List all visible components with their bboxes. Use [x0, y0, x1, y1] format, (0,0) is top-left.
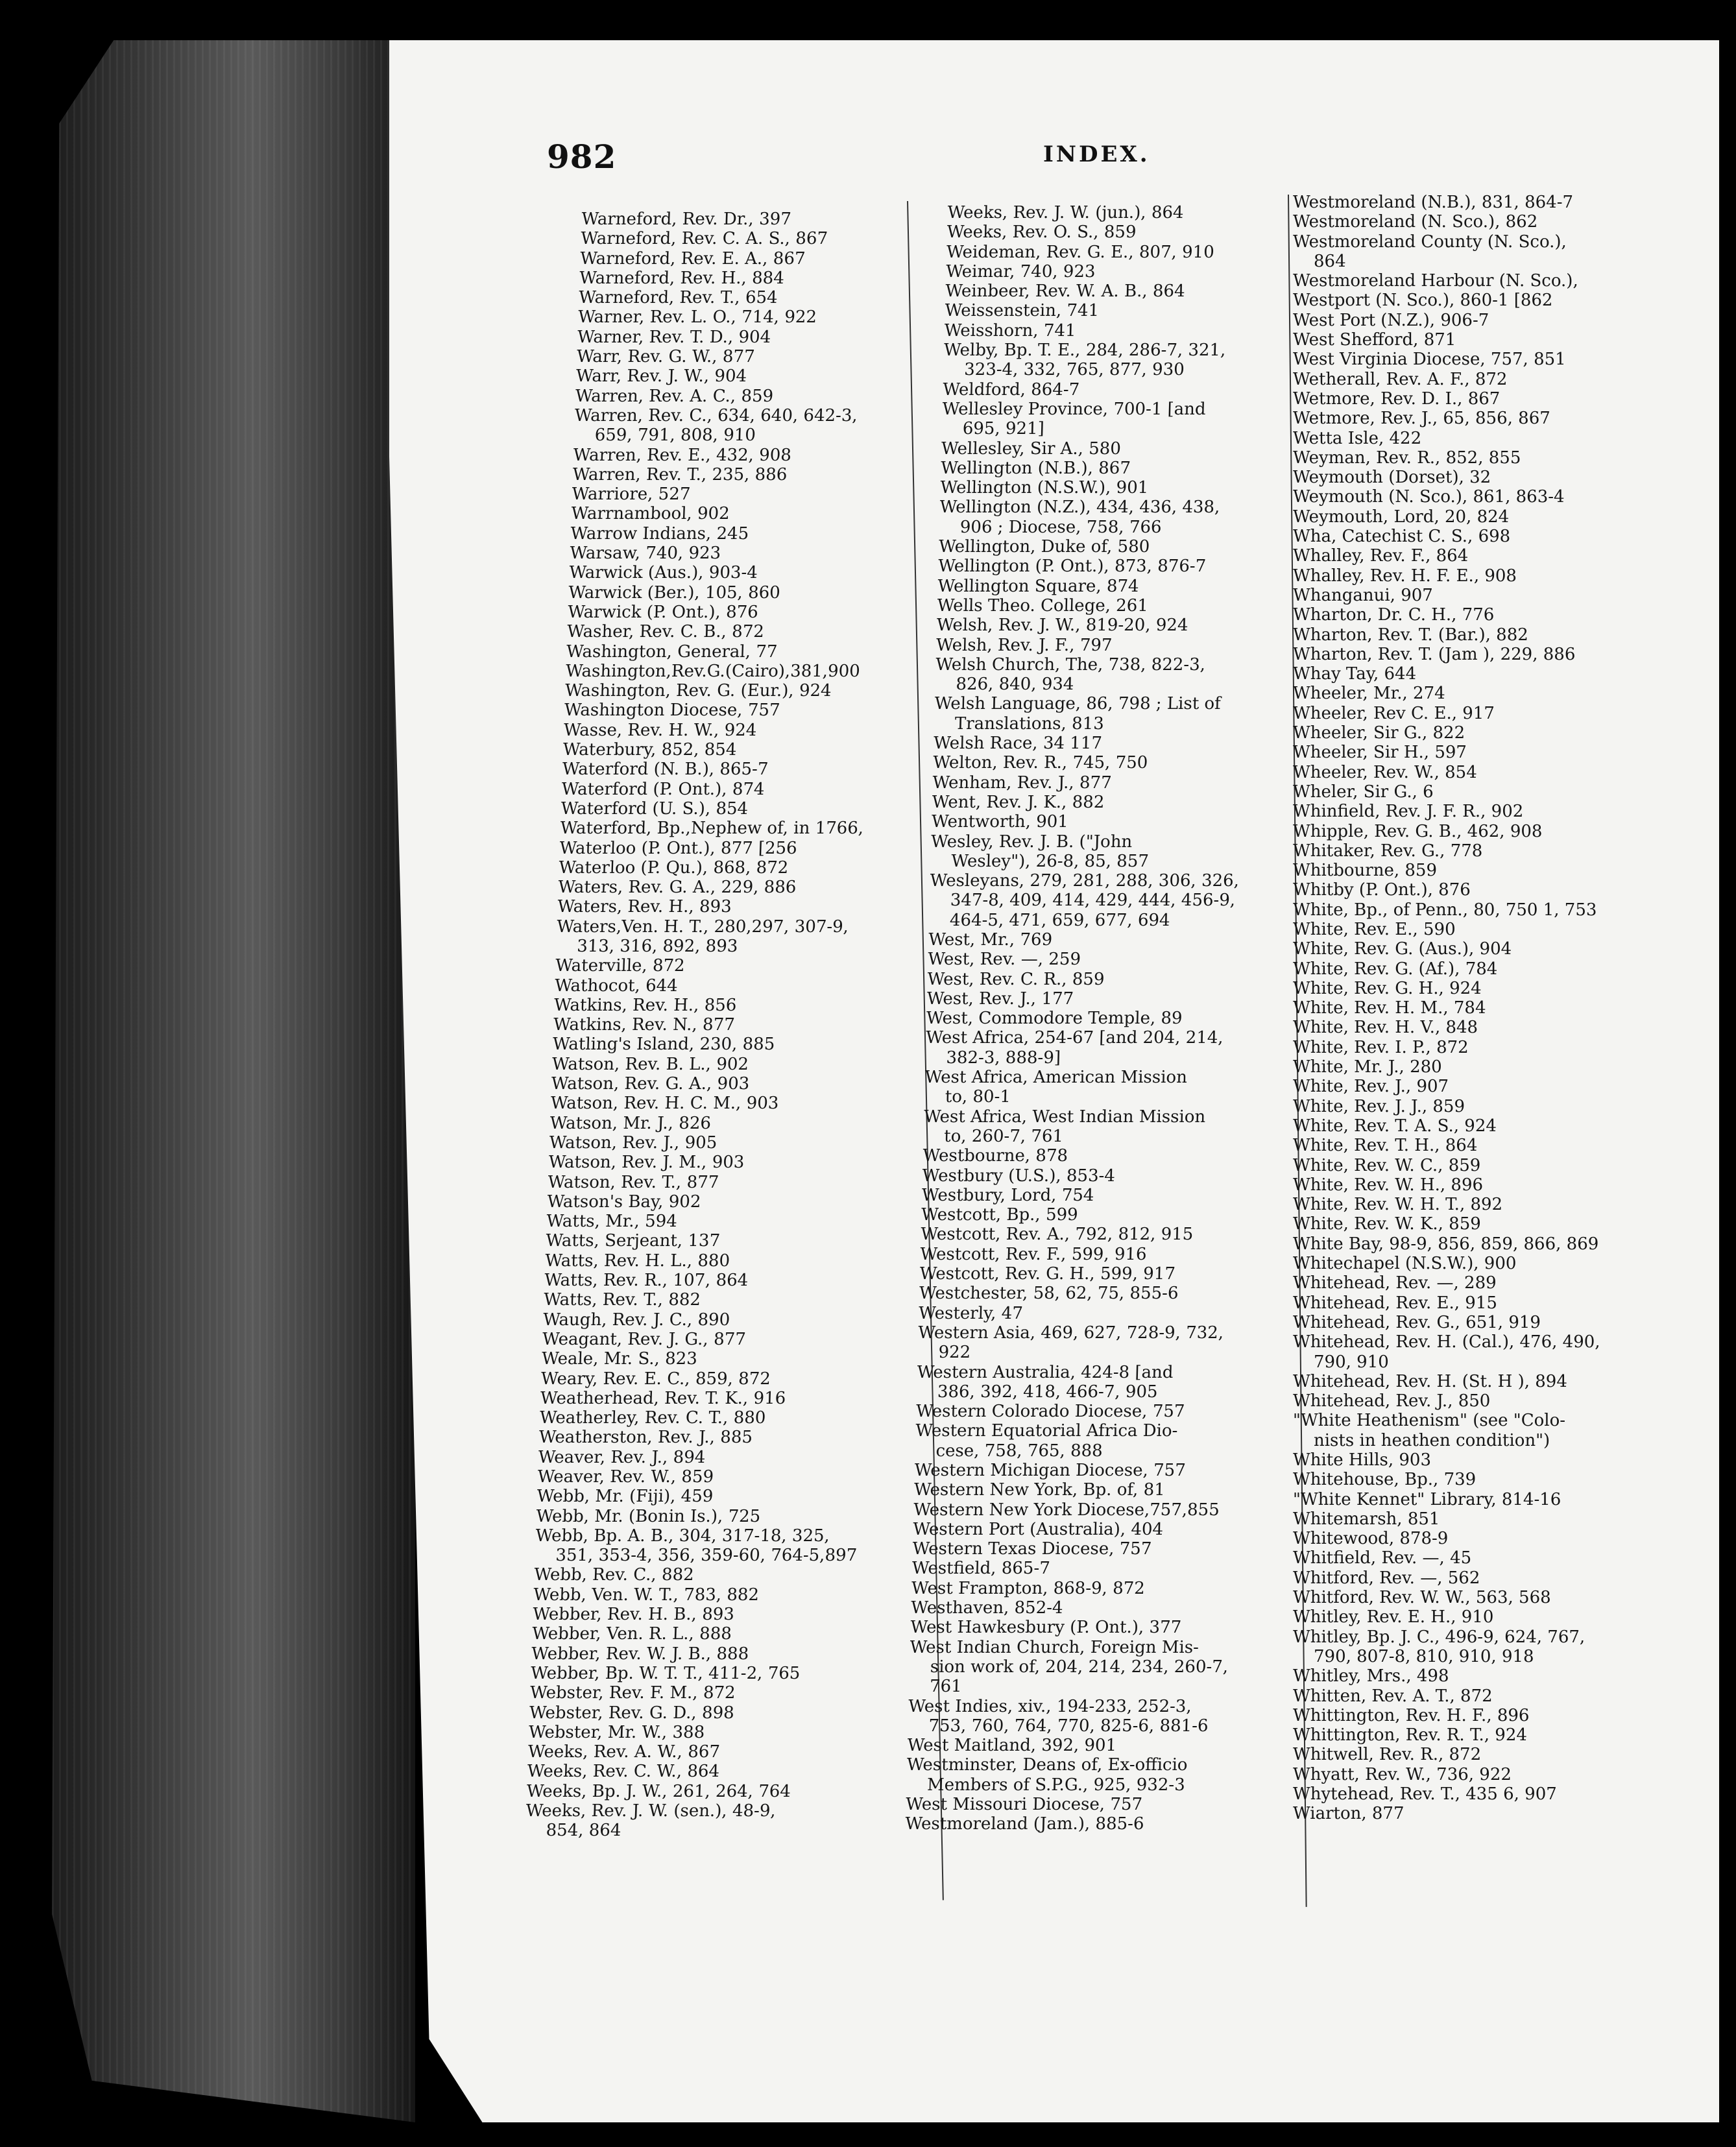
- index-entry: West Hawkesbury (P. Ont.), 377: [910, 1618, 1182, 1638]
- index-entry: White, Rev. W. H. T., 892: [1293, 1195, 1503, 1215]
- index-entry: White, Rev. G. (Aus.), 904: [1293, 939, 1512, 959]
- index-entry: Webster, Rev. F. M., 872: [529, 1683, 736, 1703]
- index-entry-continuation: 761: [929, 1677, 963, 1697]
- index-entry: Whyatt, Rev. W., 736, 922: [1293, 1764, 1512, 1784]
- index-entry: Whitehead, Rev. —, 289: [1293, 1273, 1497, 1293]
- index-entry: Wenham, Rev. J., 877: [932, 773, 1113, 793]
- index-entry: Welsh Church, The, 738, 822-3,: [935, 654, 1206, 675]
- index-entry: Waterbury, 852, 854: [562, 740, 737, 760]
- index-entry: Watts, Rev. R., 107, 864: [544, 1271, 749, 1291]
- index-entry: Wells Theo. College, 261: [937, 595, 1149, 616]
- index-entry: Weeks, Rev. A. W., 867: [527, 1742, 721, 1762]
- index-entry: Warren, Rev. C., 634, 640, 642-3,: [574, 405, 858, 426]
- index-entry: West, Mr., 769: [928, 930, 1053, 950]
- index-entry: Weinbeer, Rev. W. A. B., 864: [945, 282, 1185, 302]
- index-entry: Weimar, 740, 923: [945, 261, 1096, 282]
- index-entry: West Port (N.Z.), 906-7: [1293, 310, 1489, 330]
- index-entry: Wheeler, Sir H., 597: [1293, 743, 1467, 763]
- index-entry: Warwick (Ber.), 105, 860: [568, 582, 781, 603]
- index-entry: Warner, Rev. T. D., 904: [577, 327, 771, 347]
- index-entry-continuation: to, 80-1: [945, 1087, 1011, 1107]
- index-entry: Wheeler, Sir G., 822: [1293, 723, 1465, 743]
- index-entry: Watson, Rev. G. A., 903: [551, 1074, 750, 1094]
- index-entry: Wheeler, Rev C. E., 917: [1293, 703, 1495, 723]
- index-entry: Warwick (Aus.), 903-4: [568, 563, 758, 583]
- index-entry: Webb, Mr. (Bonin Is.), 725: [536, 1506, 761, 1526]
- index-entry: Welsh, Rev. J. F., 797: [935, 635, 1113, 655]
- index-entry: Western Asia, 469, 627, 728-9, 732,: [917, 1323, 1224, 1343]
- index-entry: Washington, General, 77: [566, 642, 778, 662]
- index-entry: Warr, Rev. J. W., 904: [575, 366, 747, 387]
- index-entry: Watts, Serjeant, 137: [545, 1231, 721, 1251]
- index-entry: Welsh, Rev. J. W., 819-20, 924: [936, 616, 1188, 636]
- index-entry-continuation: Wesley"), 26-8, 85, 857: [950, 851, 1150, 871]
- index-entry: Westminster, Deans of, Ex-officio: [906, 1755, 1188, 1775]
- index-entry: Western New York, Bp. of, 81: [913, 1480, 1166, 1500]
- index-entry: Weideman, Rev. G. E., 807, 910: [946, 242, 1215, 262]
- index-entry-continuation: Members of S.P.G., 925, 932-3: [926, 1775, 1186, 1795]
- index-entry: Warren, Rev. E., 432, 908: [573, 445, 792, 465]
- index-entry: Weymouth (Dorset), 32: [1293, 468, 1491, 488]
- index-entry: Welby, Bp. T. E., 284, 286-7, 321,: [943, 341, 1226, 361]
- index-entry: White Hills, 903: [1293, 1450, 1432, 1470]
- index-entry: Weagant, Rev. J. G., 877: [542, 1329, 747, 1349]
- index-entry: Whitby (P. Ont.), 876: [1293, 880, 1471, 900]
- index-entry: Wellington (N.Z.), 434, 436, 438,: [939, 498, 1220, 518]
- index-entry: Western Michigan Diocese, 757: [914, 1461, 1187, 1480]
- index-entry: Weeks, Rev. J. W. (jun.), 864: [947, 203, 1184, 222]
- index-entry: White, Rev. T. H., 864: [1293, 1136, 1478, 1156]
- index-entry: Wellesley, Sir A., 580: [941, 438, 1122, 459]
- index-entry-continuation: 854, 864: [546, 1821, 621, 1841]
- index-entry: Webber, Rev. H. B., 893: [532, 1605, 735, 1625]
- index-entry: Waters,Ven. H. T., 280,297, 307-9,: [556, 917, 849, 937]
- index-entry: Westbury (U.S.), 853-4: [922, 1166, 1116, 1186]
- index-entry: Wathocot, 644: [554, 976, 679, 996]
- index-entry: Westmoreland (Jam.), 885-6: [905, 1814, 1144, 1834]
- index-entry: Waterford (U. S.), 854: [561, 798, 749, 819]
- index-entry: Whalley, Rev. F., 864: [1293, 546, 1469, 566]
- index-entry: Weisshorn, 741: [944, 320, 1076, 341]
- index-entry: Westchester, 58, 62, 75, 855-6: [919, 1284, 1179, 1304]
- index-entry: Whitehead, Rev. E., 915: [1293, 1293, 1497, 1313]
- index-entry-continuation: 313, 316, 892, 893: [576, 936, 738, 956]
- index-entry: White, Rev. H. V., 848: [1293, 1018, 1478, 1038]
- index-entry: West Shefford, 871: [1293, 330, 1456, 350]
- index-entry: Warneford, Rev. E. A., 867: [579, 248, 806, 269]
- index-entry: Wellesley Province, 700-1 [and: [942, 399, 1207, 419]
- index-entry-continuation: 864: [1314, 251, 1346, 271]
- index-entry: West Frampton, 868-9, 872: [911, 1578, 1146, 1598]
- index-entry: Watkins, Rev. H., 856: [553, 995, 737, 1015]
- index-entry: West Africa, American Mission: [924, 1068, 1188, 1088]
- index-entry: Western New York Diocese,757,855: [913, 1500, 1220, 1520]
- index-entry: Weldford, 864-7: [942, 379, 1080, 400]
- index-entry: Watling's Island, 230, 885: [552, 1035, 775, 1055]
- index-entry: Watson, Rev. T., 877: [548, 1172, 719, 1192]
- index-entry: West, Rev. J., 177: [926, 989, 1074, 1009]
- index-entry: Watson, Rev. J., 905: [549, 1133, 717, 1153]
- index-entry: Warren, Rev. A. C., 859: [575, 386, 774, 406]
- index-entry: Warrnambool, 902: [570, 504, 730, 524]
- index-entry-continuation: 753, 760, 764, 770, 825-6, 881-6: [928, 1716, 1209, 1736]
- index-entry: Whalley, Rev. H. F. E., 908: [1293, 566, 1517, 586]
- running-head: INDEX.: [1043, 141, 1150, 167]
- index-column-1: [525, 210, 932, 1841]
- index-entry: Whitehead, Rev. H. (St. H ), 894: [1293, 1371, 1567, 1391]
- index-entry: Warneford, Rev. H., 884: [579, 268, 785, 288]
- index-entry: Wharton, Dr. C. H., 776: [1293, 605, 1495, 625]
- index-entry: Westmoreland Harbour (N. Sco.),: [1293, 271, 1578, 291]
- index-entry: Weary, Rev. E. C., 859, 872: [540, 1369, 771, 1389]
- index-entry: Weeks, Rev. O. S., 859: [946, 222, 1137, 243]
- index-entry: Welton, Rev. R., 745, 750: [932, 753, 1148, 773]
- index-entry-continuation: 323-4, 332, 765, 877, 930: [963, 360, 1185, 380]
- index-entry: Weaver, Rev. J., 894: [538, 1447, 706, 1467]
- index-entry: Waters, Rev. G. A., 229, 886: [557, 878, 797, 898]
- index-entry: Wetherall, Rev. A. F., 872: [1293, 369, 1508, 389]
- index-entry: Whitehouse, Bp., 739: [1293, 1470, 1477, 1490]
- index-entry: Warneford, Rev. C. A. S., 867: [580, 229, 828, 249]
- index-entry-continuation: 695, 921]: [962, 419, 1045, 439]
- index-entry: Warren, Rev. T., 235, 886: [572, 464, 788, 485]
- index-entry-continuation: 790, 910: [1314, 1352, 1389, 1372]
- index-entry: White, Rev. T. A. S., 924: [1293, 1116, 1497, 1136]
- index-entry: Wellington (P. Ont.), 873, 876-7: [937, 557, 1207, 577]
- index-entry: Whitemarsh, 851: [1293, 1509, 1440, 1529]
- index-entry: Weeks, Rev. C. W., 864: [527, 1762, 720, 1782]
- index-entry: Wellington, Duke of, 580: [938, 537, 1150, 557]
- index-entry: Wheeler, Mr., 274: [1293, 684, 1445, 704]
- index-entry: Weyman, Rev. R., 852, 855: [1293, 448, 1521, 468]
- index-entry: West Africa, 254-67 [and 204, 214,: [925, 1028, 1224, 1048]
- index-entry-continuation: 464-5, 471, 659, 677, 694: [949, 910, 1170, 930]
- index-entry-continuation: 386, 392, 418, 466-7, 905: [937, 1382, 1158, 1402]
- index-entry: Webb, Rev. C., 882: [533, 1565, 695, 1585]
- index-entry: Westmoreland County (N. Sco.),: [1293, 232, 1567, 252]
- index-entry: Weissenstein, 741: [945, 301, 1100, 321]
- index-entry: Watson, Mr. J., 826: [549, 1113, 712, 1133]
- index-entry: Whittington, Rev. H. F., 896: [1293, 1705, 1530, 1725]
- index-entry: Wellington (N.S.W.), 901: [940, 478, 1149, 498]
- index-entry: Whitten, Rev. A. T., 872: [1293, 1686, 1493, 1706]
- index-entry: Whitford, Rev. —, 562: [1293, 1568, 1480, 1588]
- index-entry: Welsh Language, 86, 798 ; List of: [934, 694, 1222, 714]
- index-column-3: [1293, 193, 1666, 1824]
- index-entry: Western Equatorial Africa Dio-: [915, 1421, 1178, 1441]
- index-entry: Warneford, Rev. T., 654: [578, 288, 778, 308]
- index-entry: Westerly, 47: [918, 1303, 1024, 1323]
- index-entry: Whitley, Bp. J. C., 496-9, 624, 767,: [1293, 1627, 1585, 1647]
- index-entry: Whipple, Rev. G. B., 462, 908: [1293, 821, 1543, 841]
- index-entry: Webster, Rev. G. D., 898: [529, 1703, 735, 1723]
- index-entry: Webber, Rev. W. J. B., 888: [531, 1644, 749, 1664]
- index-entry: Westfield, 865-7: [911, 1559, 1051, 1579]
- index-entry: White Bay, 98-9, 856, 859, 866, 869: [1293, 1234, 1599, 1254]
- index-entry: Washington,Rev.G.(Cairo),381,900: [565, 661, 861, 681]
- index-entry: Whytehead, Rev. T., 435 6, 907: [1293, 1784, 1557, 1805]
- index-entry: Watson, Rev. J. M., 903: [548, 1153, 745, 1173]
- index-entry: Weale, Mr. S., 823: [541, 1349, 698, 1369]
- index-entry: West, Commodore Temple, 89: [926, 1009, 1183, 1029]
- index-entry-continuation: 826, 840, 934: [956, 675, 1074, 695]
- index-entry: Warner, Rev. L. O., 714, 922: [577, 307, 817, 328]
- index-entry: Waugh, Rev. J. C., 890: [542, 1310, 730, 1330]
- index-entry: West Indian Church, Foreign Mis-: [910, 1637, 1200, 1657]
- index-entry: Weeks, Bp. J. W., 261, 264, 764: [526, 1781, 791, 1801]
- index-entry: "White Kennet" Library, 814-16: [1293, 1489, 1561, 1509]
- index-entry: White, Rev. G. (Af.), 784: [1293, 959, 1498, 979]
- index-entry-continuation: 790, 807-8, 810, 910, 918: [1314, 1646, 1534, 1666]
- index-entry: Wetta Isle, 422: [1293, 428, 1422, 448]
- index-entry: Westbury, Lord, 754: [921, 1185, 1094, 1205]
- index-entry: Westcott, Rev. A., 792, 812, 915: [920, 1225, 1194, 1245]
- index-entry: Weatherston, Rev. J., 885: [538, 1428, 753, 1448]
- index-entry: Warr, Rev. G. W., 877: [576, 347, 756, 367]
- index-entry: Westbourne, 878: [922, 1146, 1068, 1166]
- index-entry: Wheler, Sir G., 6: [1293, 782, 1434, 802]
- index-entry: West Indies, xiv., 194-233, 252-3,: [908, 1696, 1192, 1716]
- index-entry: West Virginia Diocese, 757, 851: [1293, 350, 1566, 370]
- index-entry-continuation: cese, 758, 765, 888: [935, 1441, 1103, 1461]
- index-entry: Warrow Indians, 245: [570, 523, 749, 544]
- index-entry: "White Heathenism" (see "Colo-: [1293, 1411, 1566, 1431]
- index-entry: Webb, Ven. W. T., 783, 882: [533, 1585, 760, 1605]
- index-entry: Weeks, Rev. J. W. (sen.), 48-9,: [525, 1801, 777, 1821]
- index-entry-continuation: Translations, 813: [954, 714, 1105, 734]
- index-entry: Westcott, Rev. G. H., 599, 917: [919, 1264, 1176, 1284]
- index-entry: Watson, Rev. B. L., 902: [551, 1054, 749, 1074]
- index-entry: White, Bp., of Penn., 80, 750 1, 753: [1293, 900, 1597, 920]
- index-entry: White, Rev. G. H., 924: [1293, 978, 1482, 998]
- index-entry: Western Colorado Diocese, 757: [915, 1402, 1185, 1422]
- index-entry: Western Texas Diocese, 757: [912, 1539, 1152, 1559]
- index-entry: White, Rev. I. P., 872: [1293, 1037, 1469, 1057]
- index-entry: White, Rev. W. H., 896: [1293, 1175, 1484, 1195]
- index-entry: Warneford, Rev. Dr., 397: [581, 210, 792, 229]
- index-entry: Went, Rev. J. K., 882: [932, 792, 1105, 812]
- index-entry: Watts, Rev. T., 882: [543, 1290, 701, 1310]
- index-entry: Waterloo (P. Ont.), 877 [256: [559, 838, 798, 858]
- index-entry: Whitehead, Rev. G., 651, 919: [1293, 1312, 1541, 1332]
- index-entry: Wesleyans, 279, 281, 288, 306, 326,: [930, 871, 1240, 891]
- index-entry: West Africa, West Indian Mission: [923, 1107, 1206, 1127]
- index-entry: Waterford (P. Ont.), 874: [561, 779, 766, 799]
- index-entry: Whitley, Rev. E. H., 910: [1293, 1607, 1494, 1627]
- index-entry: Whitaker, Rev. G., 778: [1293, 841, 1483, 861]
- index-entry: Wellington (N.B.), 867: [940, 458, 1131, 478]
- index-entry: White, Rev. J. J., 859: [1293, 1096, 1465, 1116]
- index-entry: West, Rev. —, 259: [927, 950, 1081, 970]
- index-entry: Whanganui, 907: [1293, 585, 1433, 605]
- index-entry: Waterville, 872: [555, 956, 686, 976]
- index-entry: West Maitland, 392, 901: [907, 1736, 1117, 1756]
- index-entry: Waters, Rev. H., 893: [557, 897, 732, 917]
- index-entry: White, Mr. J., 280: [1293, 1057, 1442, 1077]
- index-entry: Whitehead, Rev. J., 850: [1293, 1391, 1491, 1411]
- index-entry-continuation: 382-3, 888-9]: [946, 1048, 1061, 1068]
- index-entry: Westport (N. Sco.), 860-1 [862: [1293, 291, 1553, 311]
- index-entry: Watts, Mr., 594: [546, 1212, 678, 1232]
- index-entry: White, Rev. H. M., 784: [1293, 998, 1486, 1018]
- index-entry: Waterloo (P. Qu.), 868, 872: [558, 858, 789, 878]
- index-entry: Wetmore, Rev. J., 65, 856, 867: [1293, 409, 1550, 429]
- index-entry: Watson's Bay, 902: [546, 1192, 701, 1212]
- index-entry: Wasse, Rev. H. W., 924: [563, 720, 757, 740]
- index-entry: Westmoreland (N. Sco.), 862: [1293, 212, 1538, 232]
- index-entry: Warsaw, 740, 923: [569, 544, 721, 564]
- index-entry: Webb, Mr. (Fiji), 459: [536, 1487, 714, 1507]
- index-entry-continuation: 351, 353-4, 356, 359-60, 764-5,897: [555, 1546, 858, 1566]
- index-entry: Whitewood, 878-9: [1293, 1529, 1449, 1549]
- index-entry: Welsh Race, 34 117: [933, 734, 1103, 754]
- index-entry: Watkins, Rev. N., 877: [553, 1015, 736, 1035]
- index-entry: Wesley, Rev. J. B. ("John: [930, 832, 1133, 852]
- index-entry: Wheeler, Rev. W., 854: [1293, 762, 1477, 782]
- index-entry: White, Rev. W. C., 859: [1293, 1155, 1481, 1175]
- index-entry: Washington Diocese, 757: [564, 701, 780, 721]
- index-entry: Watts, Rev. H. L., 880: [544, 1251, 730, 1271]
- index-column-2: [905, 203, 1308, 1834]
- index-entry: Watson, Rev. H. C. M., 903: [550, 1094, 779, 1114]
- index-entry: White, Rev. E., 590: [1293, 919, 1456, 939]
- page-number: 982: [547, 138, 617, 176]
- index-entry: Western Port (Australia), 404: [912, 1519, 1164, 1539]
- index-entry: Whinfield, Rev. J. F. R., 902: [1293, 802, 1524, 822]
- index-entry: Weymouth (N. Sco.), 861, 863-4: [1293, 487, 1565, 507]
- index-entry: Webb, Bp. A. B., 304, 317-18, 325,: [535, 1526, 830, 1546]
- index-entry: Webber, Ven. R. L., 888: [531, 1624, 732, 1644]
- index-entry: Weymouth, Lord, 20, 824: [1293, 507, 1510, 527]
- index-entry: Weatherley, Rev. C. T., 880: [539, 1408, 766, 1428]
- index-entry-continuation: 347-8, 409, 414, 429, 444, 456-9,: [950, 891, 1236, 911]
- index-entry: Westcott, Rev. F., 599, 916: [920, 1244, 1147, 1264]
- book-edge: [52, 40, 415, 2122]
- index-entry: Washer, Rev. C. B., 872: [566, 622, 765, 642]
- index-entry: White, Rev. J., 907: [1293, 1077, 1449, 1097]
- index-entry: Whitbourne, 859: [1293, 861, 1437, 881]
- index-entry: White, Rev. W. K., 859: [1293, 1214, 1481, 1234]
- index-entry: Wetmore, Rev. D. I., 867: [1293, 389, 1501, 409]
- index-entry-continuation: 922: [938, 1343, 971, 1363]
- index-entry: Weaver, Rev. W., 859: [537, 1467, 714, 1487]
- index-entry: Whitechapel (N.S.W.), 900: [1293, 1254, 1517, 1274]
- index-entry: Webster, Mr. W., 388: [528, 1722, 705, 1742]
- index-entry: West, Rev. C. R., 859: [927, 969, 1105, 989]
- index-entry: Webber, Bp. W. T. T., 411-2, 765: [530, 1663, 801, 1683]
- index-entry: Whitfield, Rev. —, 45: [1293, 1548, 1472, 1568]
- index-entry: Wharton, Rev. T. (Bar.), 882: [1293, 625, 1528, 645]
- index-entry-continuation: nists in heathen condition"): [1314, 1430, 1550, 1450]
- index-entry: Whitford, Rev. W. W., 563, 568: [1293, 1588, 1551, 1608]
- index-entry: Washington, Rev. G. (Eur.), 924: [564, 681, 832, 701]
- index-entry: Waterford (N. B.), 865-7: [562, 760, 769, 780]
- index-entry: Warwick (P. Ont.), 876: [567, 602, 759, 622]
- index-entry: Whitley, Mrs., 498: [1293, 1666, 1449, 1686]
- index-entry: Whay Tay, 644: [1293, 664, 1417, 684]
- index-entry: Wiarton, 877: [1293, 1804, 1404, 1824]
- index-entry-continuation: to, 260-7, 761: [943, 1126, 1064, 1146]
- index-entry: Western Australia, 424-8 [and: [917, 1362, 1174, 1382]
- index-entry: Wentworth, 901: [931, 812, 1069, 832]
- index-entry-continuation: 906 ; Diocese, 758, 766: [959, 517, 1162, 537]
- index-entry: Wharton, Rev. T. (Jam ), 229, 886: [1293, 644, 1576, 664]
- index-entry: Whitwell, Rev. R., 872: [1293, 1745, 1482, 1765]
- index-entry: Wellington Square, 874: [937, 576, 1139, 596]
- index-entry: Whittington, Rev. R. T., 924: [1293, 1725, 1527, 1745]
- index-entry: Wha, Catechist C. S., 698: [1293, 527, 1511, 547]
- index-entry: Warriore, 527: [572, 485, 691, 505]
- index-entry-continuation: sion work of, 204, 214, 234, 260-7,: [930, 1657, 1229, 1677]
- index-entry-continuation: 659, 791, 808, 910: [594, 426, 756, 446]
- index-entry: Westhaven, 852-4: [910, 1598, 1063, 1618]
- index-entry: Westcott, Bp., 599: [921, 1205, 1079, 1225]
- index-entry: Weatherhead, Rev. T. K., 916: [540, 1388, 786, 1408]
- index-entry: Westmoreland (N.B.), 831, 864-7: [1293, 193, 1574, 212]
- index-entry: West Missouri Diocese, 757: [905, 1795, 1143, 1815]
- index-entry: Waterford, Bp.,Nephew of, in 1766,: [560, 819, 864, 839]
- index-entry: Whitehead, Rev. H. (Cal.), 476, 490,: [1293, 1332, 1600, 1352]
